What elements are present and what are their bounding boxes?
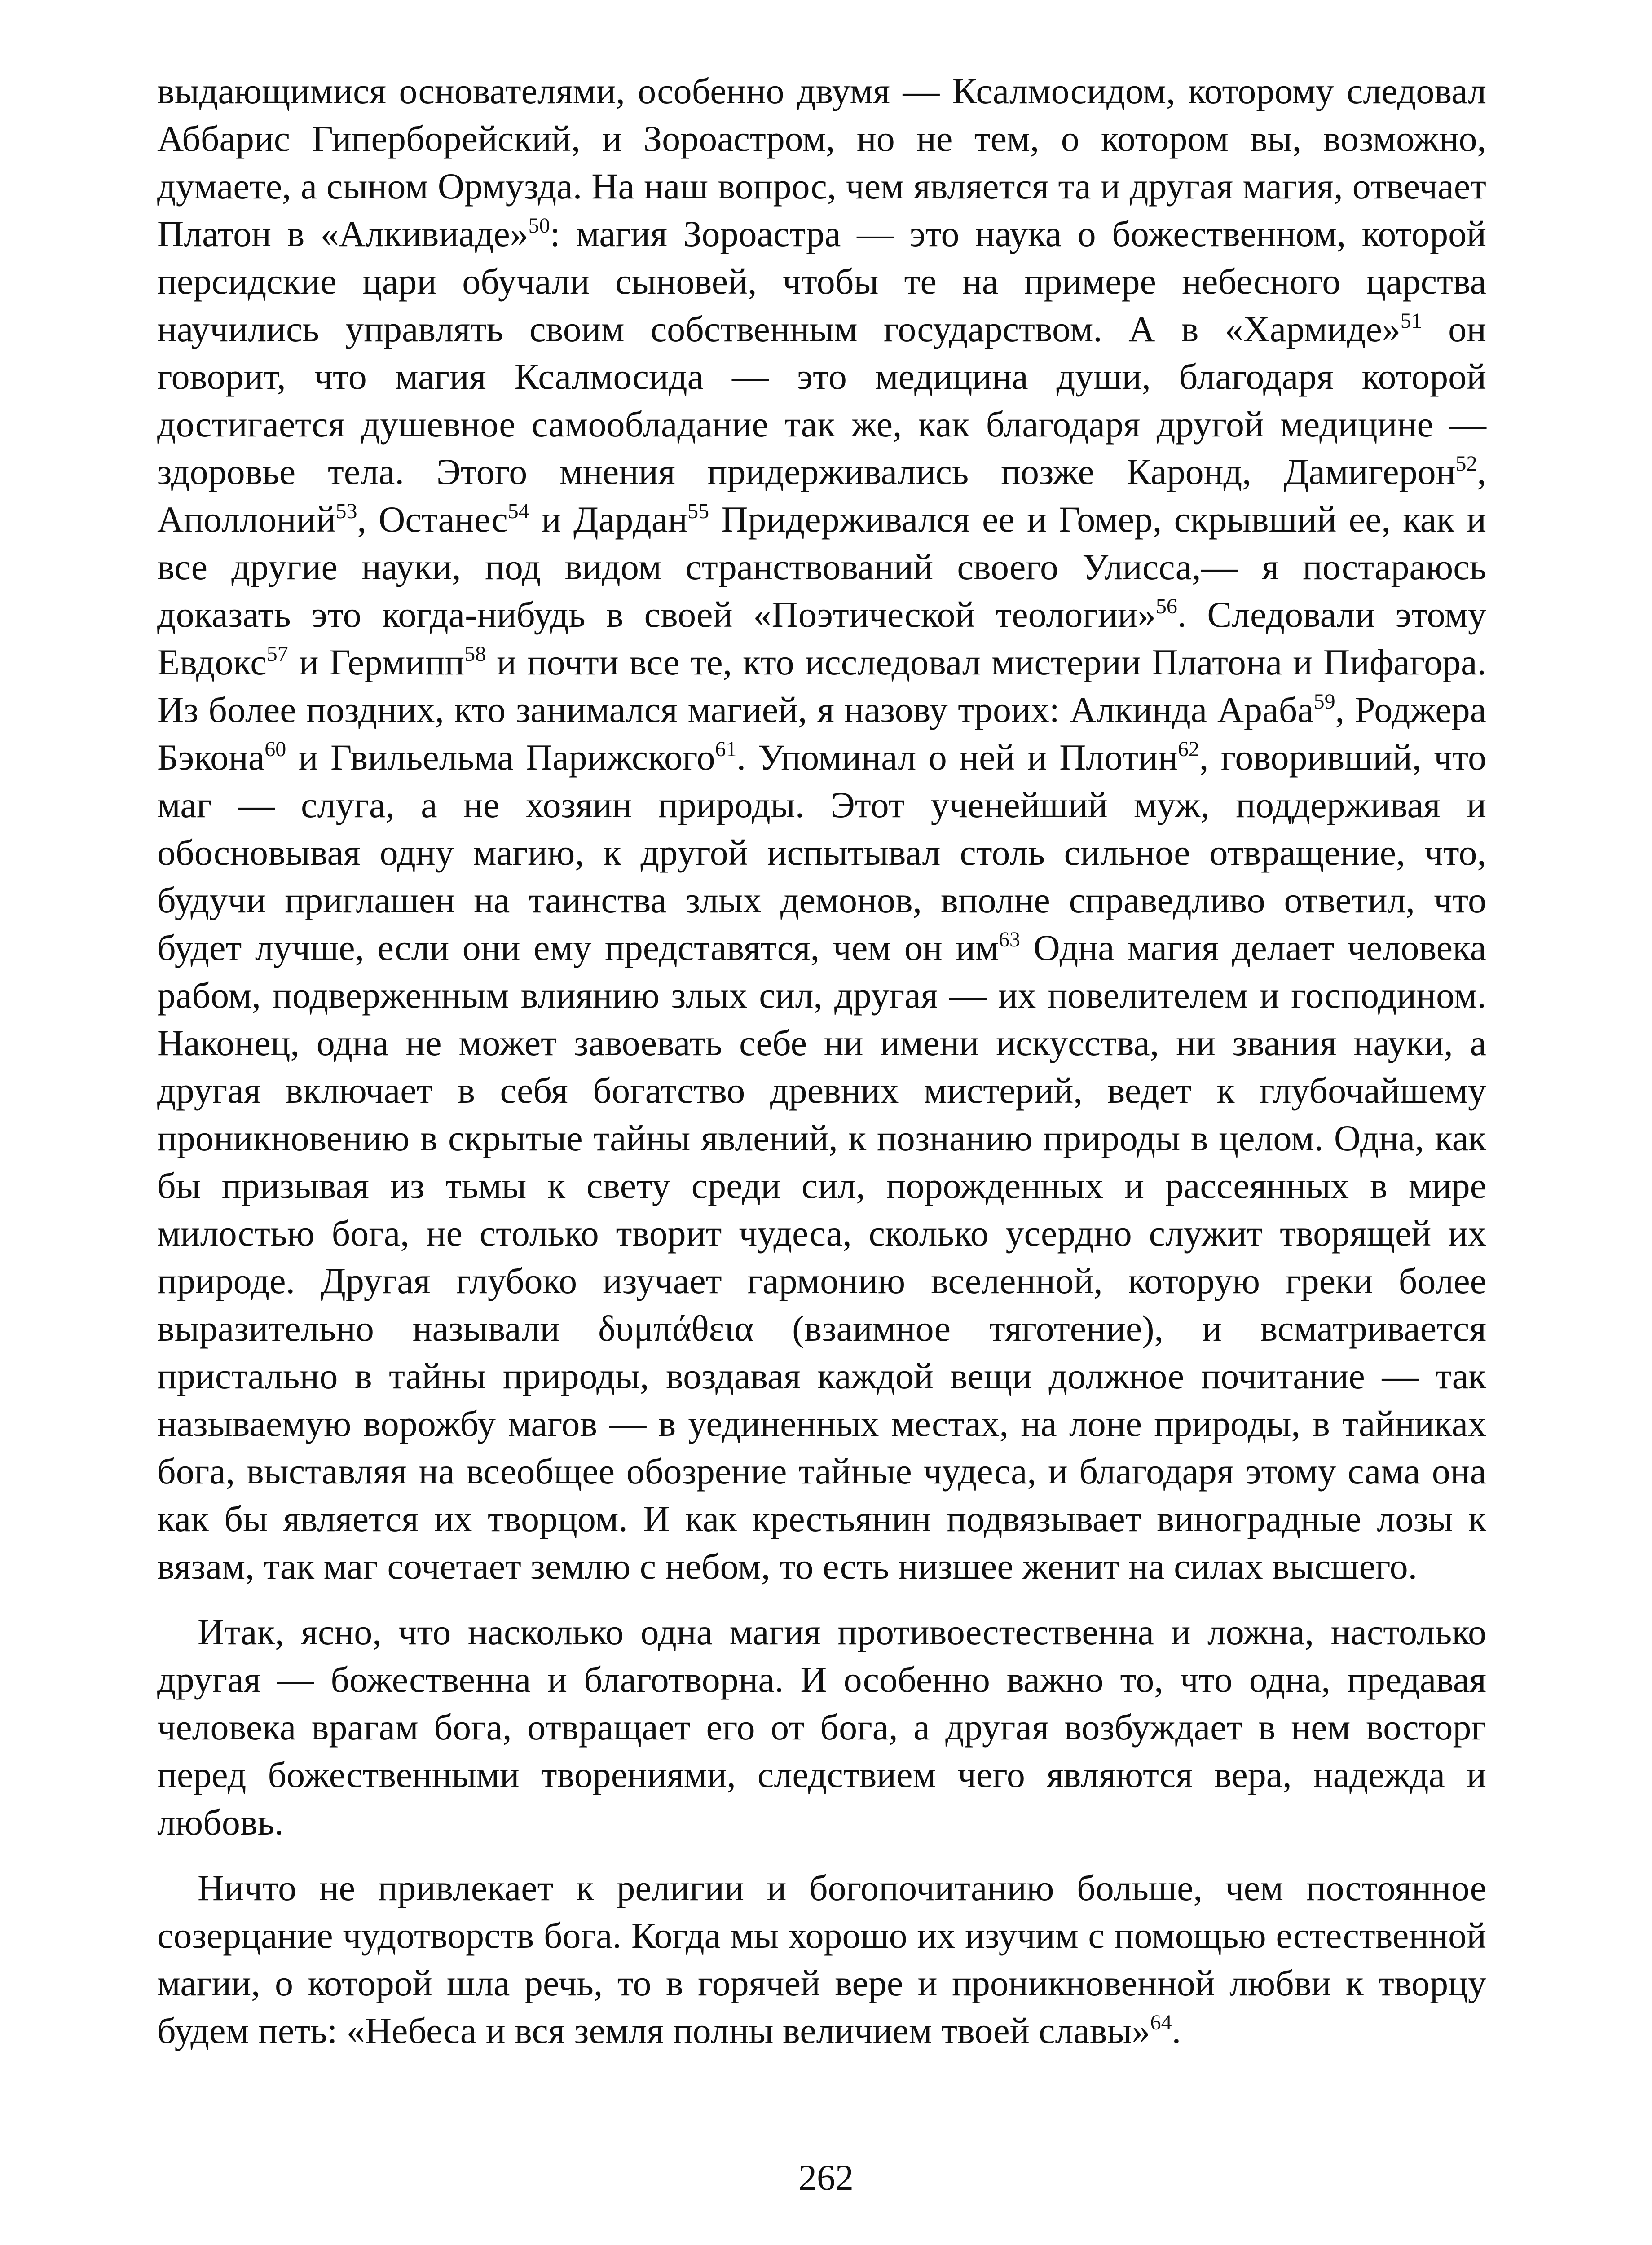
footnote-ref-54: 54 bbox=[507, 499, 529, 523]
footnote-ref-50: 50 bbox=[528, 214, 550, 238]
text-run: , Останес bbox=[357, 499, 508, 540]
text-run: Ничто не привлекает к религии и богопочитанию больше, чем постоянное созерцание чудотворств бога. Когда мы хорошо их изучим с помощью естественной магии, о которой шла речь, то в горячей вере и проникновенной любви к творцу будем петь: «Небеса и вся земля полны величием твоей славы» bbox=[157, 1867, 1486, 2051]
text-run: Одна магия делает человека рабом, подверженным влиянию злых сил, другая — их повелителем и господином. Наконец, одна не может завоевать себе ни имени искусства, ни звания науки, а другая включает в себя богатство древних мистерий, ведет к глубочайшему проникновению в скрытые тайны явлений, к познанию природы в целом. Одна, как бы призывая из тьмы к свету среди сил, порожденных и рассеянных в мире милостью бога, не столько творит чудеса, сколько усердно служит творящей их природе. Другая глубоко изучает гармонию вселенной, которую греки более выразительно называли δυμπάθεια (взаимное тяготение), и всматривается пристально в тайны природы, воздавая каждой вещи должное почитание — так называемую ворожбу магов — в уединенных местах, на лоне природы, в тайниках бога, выставляя на всеобщее обозрение тайные чудеса, и благодаря этому сама она как бы является их творцом. И как крестьянин подвязывает виноградные лозы к вязам, так маг сочетает землю с небом, то есть низшее женит на силах высшего. bbox=[157, 927, 1486, 1587]
footnote-ref-56: 56 bbox=[1155, 594, 1177, 618]
text-run: . Упоминал о ней и Плотин bbox=[736, 737, 1178, 778]
text-run: Итак, ясно, что насколько одна магия противоестественна и ложна, настолько другая — божественна и благотворна. И особенно важно то, что одна, предавая человека врагам бога, отвращает его от бога, а другая возбуждает в нем восторг перед божественными творениями, следствием чего являются вера, надежда и любовь. bbox=[157, 1611, 1486, 1843]
footnote-ref-51: 51 bbox=[1400, 309, 1422, 333]
text-run: и Гвильельма Парижского bbox=[286, 737, 715, 778]
text-run: . Следовали этому Евдокс bbox=[157, 594, 1486, 682]
body-text bbox=[157, 67, 1486, 2055]
text-run: , Роджера Бэкона bbox=[157, 689, 1486, 778]
footnote-ref-63: 63 bbox=[998, 928, 1020, 951]
page-number: 262 bbox=[798, 2157, 854, 2198]
text-run: выдающимися основателями, особенно двумя — Ксалмосидом, которому следовал Аббарис Гиперборейский, и Зороастром, но не тем, о котором вы, возможно, думаете, а сыном Ормузда. На наш вопрос, чем является та и другая магия, отвечает Платон в «Алкивиаде» bbox=[157, 70, 1486, 254]
text-run: Придерживался ее и Гомер, скрывший ее, как и все другие науки, под видом странствований своего Улисса,— я постараюсь доказать это когда-нибудь в своей «Поэтической теологии» bbox=[157, 499, 1486, 635]
footnote-ref-59: 59 bbox=[1313, 690, 1335, 713]
paragraph-3 bbox=[157, 1864, 1486, 2055]
footnote-ref-64: 64 bbox=[1150, 2011, 1172, 2034]
text-run: и почти все те, кто исследовал мистерии Платона и Пифагора. Из более поздних, кто занимался магией, я назову троих: Алкинда Араба bbox=[157, 642, 1486, 730]
footnote-ref-53: 53 bbox=[335, 499, 357, 523]
text-run: : магия Зороастра — это наука о божественном, которой персидские цари обучали сыновей, чтобы те на примере небесного царства научились управлять своим собственным государством. А в «Хармиде» bbox=[157, 213, 1486, 349]
footnote-ref-60: 60 bbox=[264, 737, 286, 761]
paragraph-1 bbox=[157, 67, 1486, 1590]
text-run: , говоривший, что маг — слуга, а не хозяин природы. Этот ученейший муж, поддерживая и обосновывая одну магию, к другой испытывал столь сильное отвращение, что, будучи приглашен на таинства злых демонов, вполне справедливо ответил, что будет лучше, если они ему представятся, чем он им bbox=[157, 737, 1486, 968]
footnote-ref-57: 57 bbox=[266, 642, 288, 666]
footnote-ref-55: 55 bbox=[687, 499, 709, 523]
footnote-ref-58: 58 bbox=[464, 642, 486, 666]
footnote-ref-61: 61 bbox=[715, 737, 737, 761]
text-run: он говорит, что магия Ксалмосида — это медицина души, благодаря которой достигается душевное самообладание так же, как благодаря другой медицине — здоровье тела. Этого мнения придерживались позже Каронд, Дамигерон bbox=[157, 308, 1486, 492]
footnote-ref-62: 62 bbox=[1177, 737, 1199, 761]
text-run: и Дардан bbox=[529, 499, 688, 540]
text-run: и Гермипп bbox=[288, 642, 465, 682]
footnote-ref-52: 52 bbox=[1455, 452, 1477, 475]
text-run: , Аполлоний bbox=[157, 451, 1486, 540]
paragraph-2 bbox=[157, 1608, 1486, 1846]
text-run: . bbox=[1172, 2010, 1181, 2051]
